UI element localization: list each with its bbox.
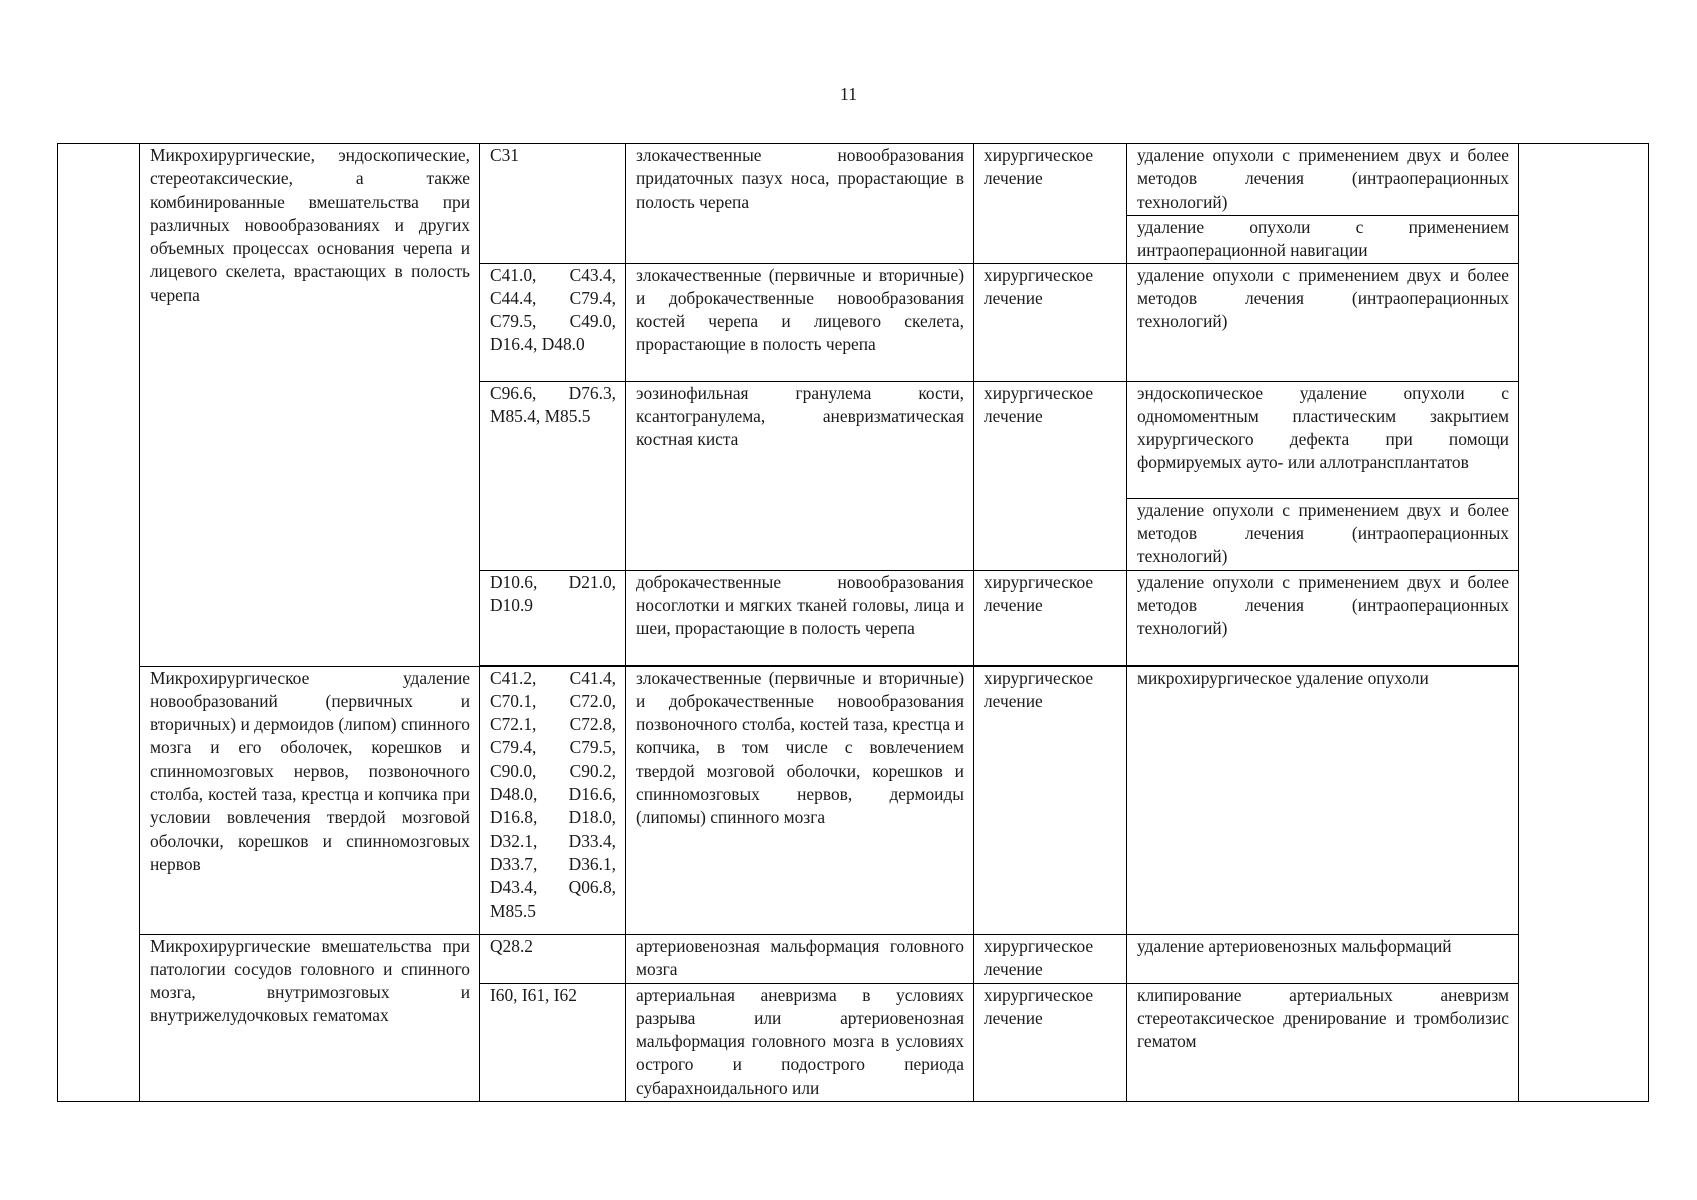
number-column-cell [58, 144, 140, 1102]
codes-text: C96.6, D76.3, M85.4, M85.5 [490, 382, 616, 426]
codes-cell [480, 934, 626, 983]
procedure-cell [1127, 263, 1519, 381]
procedure-cell [1127, 381, 1519, 498]
disease-text: злокачественные (первичные и вторичные) и доброкачественные новообразования позвоночного столба, костей таза, крестца и копчика, в том числе с вовлечением твердой мозговой оболочки, корешков и спинномозговых нервов, дермоиды (липомы) спинного мозга [636, 667, 964, 828]
procedure-text: удаление опухоли с применением интраоперационной навигации [1137, 217, 1509, 261]
codes-cell [480, 381, 626, 570]
codes-cell [480, 983, 626, 1101]
treatment-table [57, 143, 1649, 1102]
procedure-text: удаление опухоли с применением двух и более методов лечения (интраоперационных технологий) [1137, 571, 1509, 639]
disease-text: артериовенозная мальформация головного мозга [636, 935, 964, 979]
procedure-text: эндоскопическое удаление опухоли с одномоментным пластическим закрытием хирургического дефекта при помощи формируемых ауто- или аллотрансплантатов [1137, 382, 1509, 473]
disease-cell [626, 666, 974, 934]
disease-text: злокачественные (первичные и вторичные) и доброкачественные новообразования костей черепа и лицевого скелета, прорастающие в полость черепа [636, 264, 964, 355]
procedure-cell [1127, 216, 1519, 264]
method-cell [140, 144, 480, 667]
table-row [58, 144, 1649, 216]
treatment-cell [974, 144, 1127, 264]
codes-text: C41.2, C41.4, C70.1, C72.0, C72.1, C72.8, C79.4, C79.5, C90.0, C90.2, D48.0, D16.6, D16.8, D18.0, D32.1, D33.4, D33.7, D36.1, D43.4, Q06.8, M85.5 [490, 667, 616, 921]
table-row [58, 934, 1649, 983]
method-cell [140, 934, 480, 1101]
procedure-text: удаление опухоли с применением двух и более методов лечения (интраоперационных технологий) [1137, 499, 1509, 567]
procedure-cell [1127, 498, 1519, 570]
procedure-text: микрохирургическое удаление опухоли [1137, 667, 1429, 688]
codes-cell [480, 263, 626, 381]
procedure-cell [1127, 666, 1519, 934]
codes-text: I60, I61, I62 [490, 984, 577, 1005]
treatment-text: хирургическое лечение [984, 935, 1094, 979]
table-row [58, 666, 1649, 934]
disease-cell [626, 263, 974, 381]
procedure-text: удаление артериовенозных мальформаций [1137, 935, 1452, 956]
treatment-text: хирургическое лечение [984, 667, 1094, 711]
treatment-text: хирургическое лечение [984, 264, 1094, 308]
procedure-cell [1127, 570, 1519, 665]
treatment-text: хирургическое лечение [984, 382, 1094, 426]
codes-text: D10.6, D21.0, D10.9 [490, 571, 616, 615]
treatment-cell [974, 570, 1127, 665]
treatment-cell [974, 983, 1127, 1101]
codes-cell [480, 144, 626, 264]
disease-cell [626, 570, 974, 665]
treatment-cell [974, 934, 1127, 983]
disease-text: эозинофильная гранулема кости, ксантогранулема, аневризматическая костная киста [636, 382, 964, 450]
procedure-text: удаление опухоли с применением двух и более методов лечения (интраоперационных технологий) [1137, 145, 1509, 212]
treatment-cell [974, 263, 1127, 381]
disease-text: злокачественные новообразования придаточных пазух носа, прорастающие в полость черепа [636, 145, 964, 212]
treatment-text: хирургическое лечение [984, 145, 1094, 189]
method-text: Микрохирургические вмешательства при патологии сосудов головного и спинного мозга, внутримозговых и внутрижелудочковых гематомах [150, 935, 470, 1026]
codes-cell [480, 570, 626, 665]
disease-text: доброкачественные новообразования носоглотки и мягких тканей головы, лица и шеи, прорастающие в полость черепа [636, 571, 964, 639]
procedure-cell [1127, 144, 1519, 216]
disease-cell [626, 381, 974, 570]
treatment-text: хирургическое лечение [984, 984, 1094, 1028]
treatment-text: хирургическое лечение [984, 571, 1094, 615]
procedure-cell [1127, 983, 1519, 1101]
page-number: 11 [839, 84, 858, 104]
disease-cell [626, 144, 974, 264]
procedure-text: удаление опухоли с применением двух и более методов лечения (интраоперационных технологий) [1137, 264, 1509, 332]
disease-cell [626, 934, 974, 983]
treatment-cell [974, 381, 1127, 570]
procedure-text: клипирование артериальных аневризм стереотаксическое дренирование и тромболизис гематом [1137, 984, 1509, 1052]
codes-cell [480, 666, 626, 934]
method-cell [140, 666, 480, 934]
codes-text: C31 [490, 145, 519, 165]
procedure-cell [1127, 934, 1519, 983]
notes-column-cell [1519, 144, 1649, 1102]
method-text: Микрохирургическое удаление новообразований (первичных и вторичных) и дермоидов (липом) спинного мозга и его оболочек, корешков и спинномозговых нервов, позвоночного столба, костей таза, крестца и копчика при условии вовлечения твердой мозговой оболочки, корешков и спинномозговых нервов [150, 667, 470, 874]
treatment-cell [974, 666, 1127, 934]
disease-cell [626, 983, 974, 1101]
disease-text: артериальная аневризма в условиях разрыва или артериовенозная мальформация головного мозга в условиях острого и подострого периода субарахноидального или [636, 984, 964, 1098]
codes-text: C41.0, C43.4, C44.4, C79.4, C79.5, C49.0, D16.4, D48.0 [490, 264, 616, 355]
method-text: Микрохирургические, эндоскопические, стереотаксические, а также комбинированные вмешательства при различных новообразованиях и других объемных процессах основания черепа и лицевого скелета, врастающих в полость черепа [150, 145, 470, 305]
codes-text: Q28.2 [490, 935, 533, 956]
